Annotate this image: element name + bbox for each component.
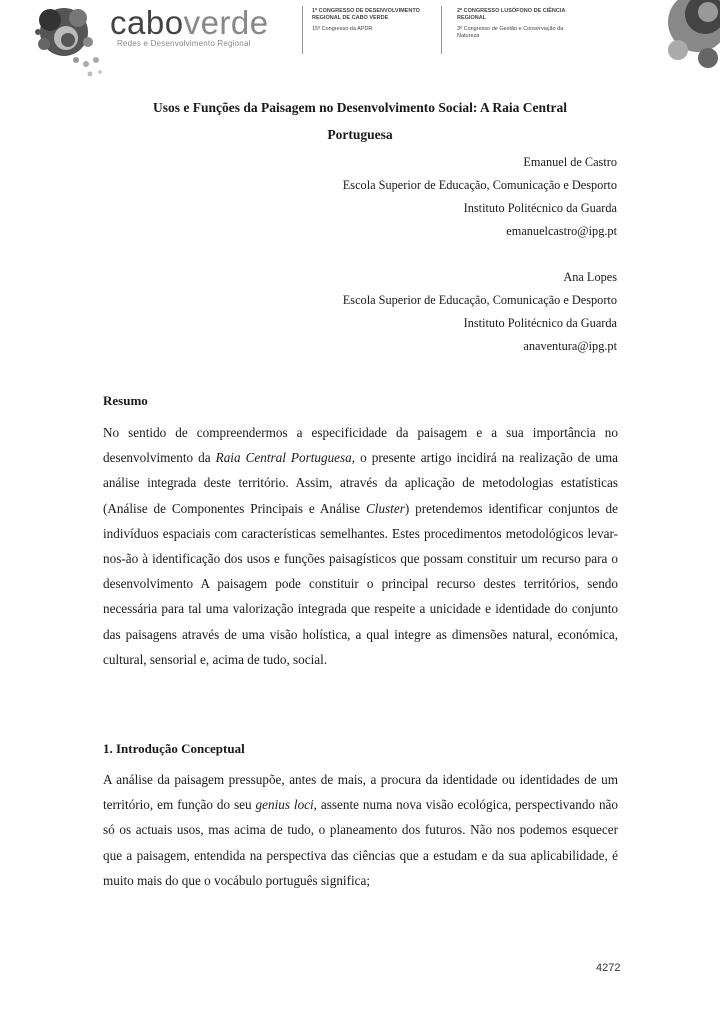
section-emphasis: genius loci, <box>255 797 317 813</box>
header-divider <box>441 6 442 54</box>
abstract-text: , o presente artigo incidirá na realização de uma análise integrada deste território. Assim, através da aplicação de metodologias estatísticas (Análise de Componentes Principais e Análise <box>103 450 618 516</box>
author-institute: Instituto Politécnico da Guarda <box>463 201 617 215</box>
title-line-2: Portuguesa <box>327 127 393 142</box>
title-line-1: Usos e Funções da Paisagem no Desenvolvimento Social: A Raia Central <box>153 100 567 115</box>
section-text: A análise da paisagem pressupõe, antes de mais, a procura da identidade ou identidades de um território, em função do seu <box>103 772 618 813</box>
author-name: Ana Lopes <box>563 270 617 284</box>
congress-2-subtitle: 3º Congresso de Gestão e Conservação da Natureza <box>457 26 564 39</box>
author-school: Escola Superior de Educação, Comunicação e Desporto <box>342 293 617 307</box>
section-text: assente numa nova visão ecológica, perspectivando não só os actuais usos, mas acima de tudo, o planeamento dos futuros. Não nos podemos esquecer que a paisagem, entendida na perspectiva das ciências que a estudam e da sua aplicabilidade, é muito mais do que o vocábulo português significa; <box>103 797 618 888</box>
congress-2-title: 2º CONGRESSO LUSÓFONO DE CIÊNCIA REGIONAL <box>457 8 566 21</box>
section-1-heading: 1. Introdução Conceptual <box>103 741 245 756</box>
abstract-paragraph <box>103 420 618 672</box>
header-divider <box>302 6 303 54</box>
abstract-text: No sentido de compreendermos a especificidade da paisagem e a sua importância no desenvolvimento da <box>103 425 618 466</box>
corner-decoration-icon <box>650 0 720 80</box>
congress-1-block <box>312 8 432 33</box>
conference-header <box>0 0 720 90</box>
author-email: emanuelcastro@ipg.pt <box>506 224 617 238</box>
author-institute: Instituto Politécnico da Guarda <box>463 316 617 330</box>
congress-2-block <box>457 8 577 40</box>
author-name: Emanuel de Castro <box>523 155 617 169</box>
abstract-emphasis: Raia Central Portuguesa <box>215 450 352 466</box>
section-1-paragraph <box>103 767 618 893</box>
author-email: anaventura@ipg.pt <box>523 339 617 353</box>
abstract-emphasis: Cluster <box>366 500 405 516</box>
caboverde-logo-icon <box>28 2 108 82</box>
author-school: Escola Superior de Educação, Comunicação e Desporto <box>342 178 617 192</box>
page-number: 4272 <box>596 962 621 974</box>
logo-wordmark <box>110 4 269 42</box>
author-block-1 <box>343 151 617 243</box>
congress-1-subtitle: 15º Congresso da APDR <box>312 26 373 32</box>
author-block-2 <box>343 266 617 358</box>
logo-primary: cabo <box>110 4 184 41</box>
congress-1-title: 1º CONGRESSO DE DESENVOLVIMENTO REGIONAL DE CABO VERDE <box>312 8 420 21</box>
logo-tagline: Redes e Desenvolvimento Regional <box>117 39 251 48</box>
abstract-text: ) pretendemos identificar conjuntos de indivíduos espaciais com características semelhantes. Estes procedimentos metodológicos levar-nos-ão à identificação dos usos e funções paisagísticos que possam constituir um recurso para o desenvolvimento A paisagem pode constituir o principal recurso destes territórios, sendo necessária para tal uma valorização integrada que respeite a unicidade e identidade do conjunto das paisagens através de uma visão holística, a qual integre as dimensões natural, económica, cultural, sensorial e, acima de tudo, social. <box>103 500 618 667</box>
paper-title <box>100 94 620 148</box>
logo-secondary: verde <box>183 4 269 41</box>
abstract-heading: Resumo <box>103 393 148 408</box>
